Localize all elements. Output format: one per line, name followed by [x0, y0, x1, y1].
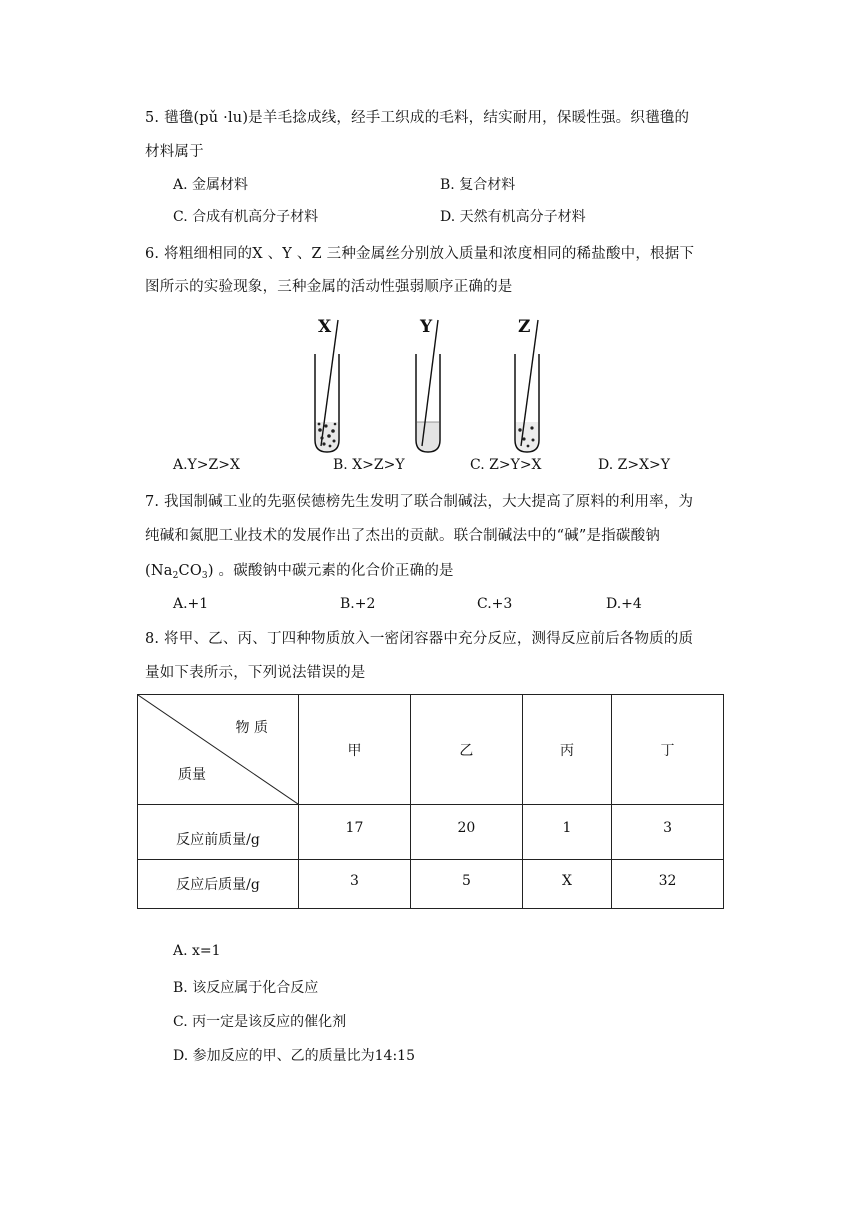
cell-after-jia: 3 [299, 860, 411, 909]
q5-stem-line2: 材料属于 [145, 144, 204, 160]
q8-option-d: D. 参加反应的甲、乙的质量比为14:15 [173, 1048, 415, 1064]
q8-option-a: A. x=1 [173, 943, 221, 959]
tube-x [315, 317, 339, 452]
q7-option-c: C.+3 [477, 596, 513, 612]
q6-stem-line2: 图所示的实验现象，三种金属的活动性强弱顺序正确的是 [145, 279, 513, 295]
q5-option-d: D. 天然有机高分子材料 [440, 209, 586, 225]
header-bing: 丙 [522, 695, 611, 805]
cell-after-yi: 5 [410, 860, 522, 909]
tube-y [416, 317, 440, 452]
corner-diagonal [138, 695, 298, 804]
tube-x-label: X [318, 317, 332, 337]
tube-z-label: Z [518, 317, 531, 337]
q8-option-b: B. 该反应属于化合反应 [173, 980, 319, 996]
row-label-after: 反应后质量/g [138, 860, 299, 909]
q6-stem-line1: 6. 将粗细相同的X 、Y 、Z 三种金属丝分别放入质量和浓度相同的稀盐酸中，根据下 [145, 246, 695, 262]
q6-option-c: C. Z>Y>X [470, 457, 542, 473]
q7-line3-rest: ) 。碳酸钠中碳元素的化合价正确的是 [207, 563, 454, 579]
tube-y-label: Y [420, 317, 433, 337]
header-ding: 丁 [612, 695, 724, 805]
q5-option-c: C. 合成有机高分子材料 [173, 209, 319, 225]
q7-formula-sub-2: 2 [172, 571, 179, 581]
corner-label-substance: 物 质 [235, 720, 268, 736]
q8-stem-line1: 8. 将甲、乙、丙、丁四种物质放入一密闭容器中充分反应，测得反应前后各物质的质 [145, 631, 694, 647]
q8-option-c: C. 丙一定是该反应的催化剂 [173, 1014, 347, 1030]
mass-table-header-row [138, 695, 724, 805]
cell-before-jia: 17 [299, 805, 411, 860]
q8-stem-line2: 量如下表所示，下列说法错误的是 [145, 665, 366, 681]
header-yi: 乙 [410, 695, 522, 805]
test-tube-figure [300, 310, 560, 460]
q7-option-a: A.+1 [173, 596, 209, 612]
cell-after-bing: X [522, 860, 611, 909]
q7-formula-sub-3: 3 [201, 571, 208, 581]
q7-formula-open: (Na [145, 563, 173, 579]
cell-before-yi: 20 [410, 805, 522, 860]
q7-option-d: D.+4 [606, 596, 642, 612]
q7-stem-line1: 7. 我国制碱工业的先驱侯德榜先生发明了联合制碱法，大大提高了原料的利用率，为 [145, 494, 694, 510]
q7-stem-line2: 纯碱和氮肥工业技术的发展作出了杰出的贡献。联合制碱法中的“碱”是指碳酸钠 [145, 528, 661, 544]
tube-z [515, 317, 539, 452]
q5-stem-line1: 5. 氆氇(pǔ ·lu)是羊毛捻成线，经手工织成的毛料，结实耐用，保暖性强。织氆氇的 [145, 110, 690, 126]
q7-formula-co: CO [178, 563, 202, 579]
q6-option-d: D. Z>X>Y [598, 457, 671, 473]
q7-stem-line3 [145, 559, 454, 581]
cell-before-ding: 3 [612, 805, 724, 860]
mass-table-corner-cell [138, 695, 299, 805]
mass-table [137, 694, 724, 909]
q6-option-b: B. X>Z>Y [333, 457, 405, 473]
corner-label-mass: 质量 [178, 767, 206, 783]
q5-option-b: B. 复合材料 [440, 177, 516, 193]
cell-before-bing: 1 [522, 805, 611, 860]
q5-option-a: A. 金属材料 [173, 177, 249, 193]
cell-after-ding: 32 [612, 860, 724, 909]
q6-option-a: A.Y>Z>X [173, 457, 240, 473]
row-label-before: 反应前质量/g [138, 805, 299, 860]
table-row-before [138, 805, 724, 860]
test-tubes-illustration [300, 310, 560, 460]
q7-option-b: B.+2 [340, 596, 376, 612]
header-jia: 甲 [299, 695, 411, 805]
table-row-after [138, 860, 724, 909]
